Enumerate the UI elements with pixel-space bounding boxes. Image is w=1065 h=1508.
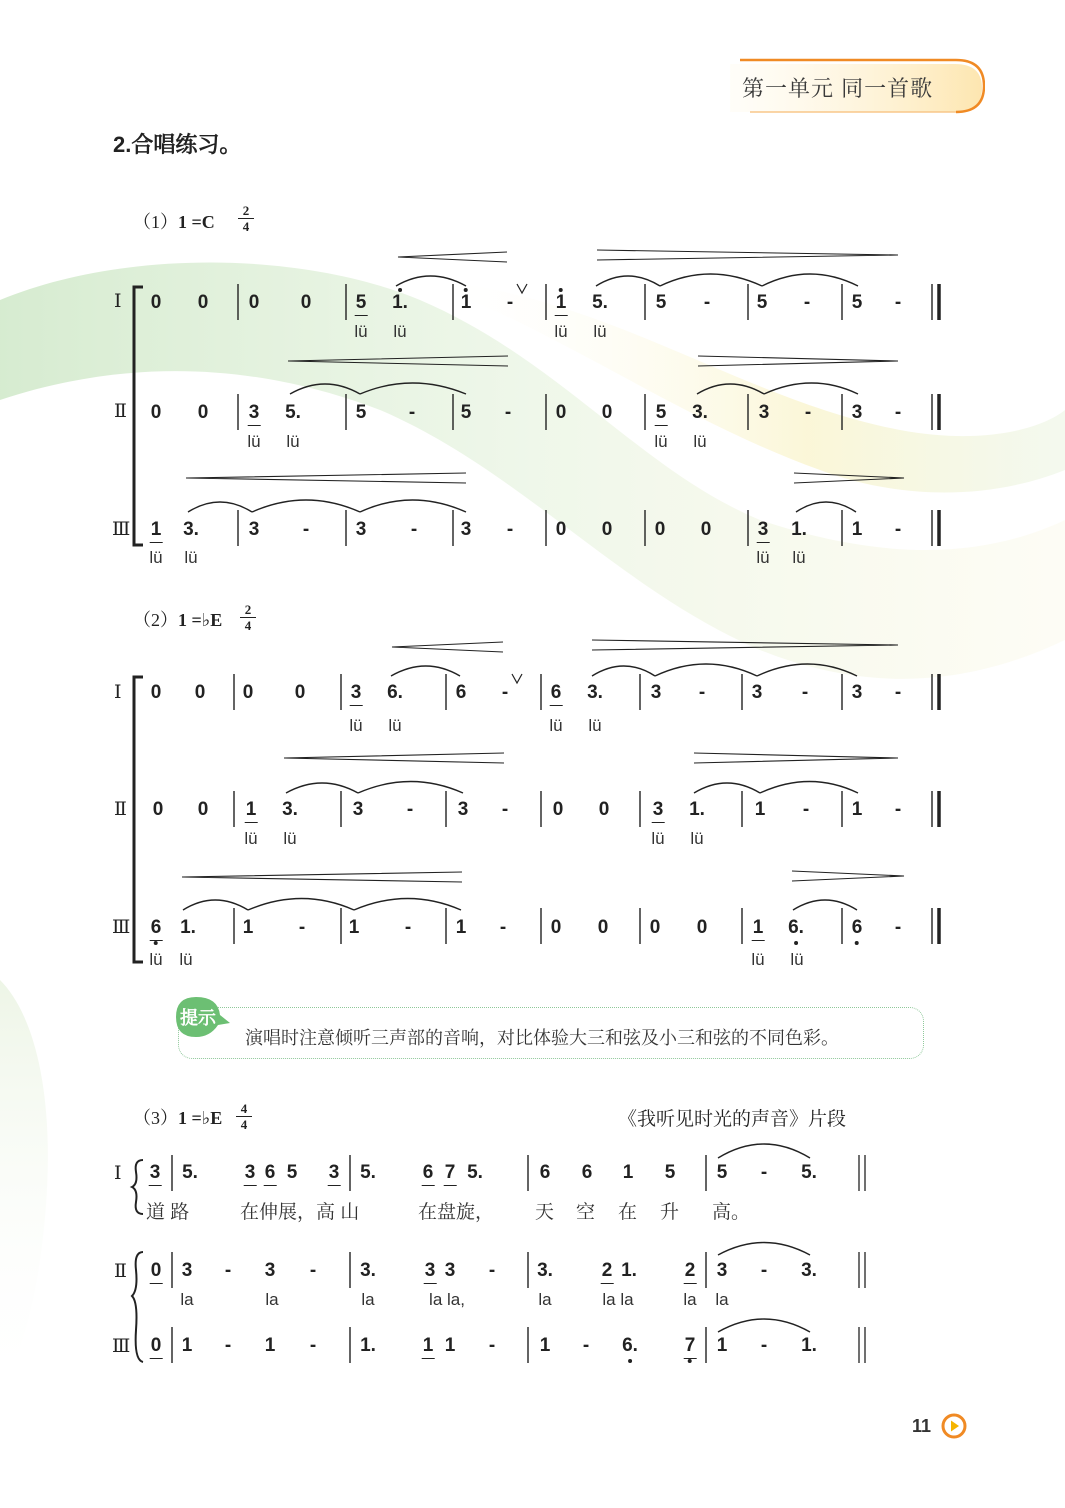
note: 5. xyxy=(592,292,608,313)
note: 0 xyxy=(150,1335,162,1356)
lyric: lü xyxy=(792,548,806,567)
note: 1. xyxy=(392,293,408,313)
note: 0 xyxy=(649,917,661,938)
lyric: lü xyxy=(184,548,198,567)
note: 0 xyxy=(150,1260,162,1281)
note: 1. xyxy=(360,1335,376,1356)
note: 6 xyxy=(550,682,562,703)
note: 3 xyxy=(248,519,260,540)
note: 3 xyxy=(352,799,364,820)
lyric: 天 xyxy=(535,1202,555,1223)
note: 0 xyxy=(294,682,306,703)
play-icon[interactable] xyxy=(941,1413,967,1439)
note: 0 xyxy=(150,682,162,703)
note: 5 xyxy=(655,402,667,423)
lyric: lü xyxy=(349,716,363,735)
note: 3 xyxy=(355,519,367,540)
note: 3 xyxy=(248,402,260,423)
note: - xyxy=(760,1162,768,1183)
exercise-number: （2） xyxy=(133,610,178,630)
note: 0 xyxy=(601,402,613,423)
note: 1 xyxy=(851,519,863,540)
part-label-3: Ⅲ xyxy=(112,917,131,938)
note: 0 xyxy=(696,917,708,938)
note: 1 xyxy=(851,799,863,820)
note: 3. xyxy=(282,799,298,820)
lyric: lü xyxy=(286,432,300,451)
lyric: la xyxy=(683,1290,697,1309)
lyric: lü xyxy=(247,432,261,451)
note: 3 xyxy=(851,682,863,703)
note: - xyxy=(224,1335,232,1356)
lyric: la xyxy=(265,1290,279,1309)
note: 1 xyxy=(444,1335,456,1356)
note: 5 xyxy=(286,1162,298,1183)
note: 3 xyxy=(149,1162,161,1183)
section-title: 2.合唱练习。 xyxy=(113,132,242,157)
lyric: lü xyxy=(179,950,193,969)
note: 1 xyxy=(754,799,766,820)
note: - xyxy=(894,799,902,820)
note: - xyxy=(302,519,310,540)
note: 1 xyxy=(455,917,467,938)
note: - xyxy=(410,519,418,540)
time-signature: 4 4 xyxy=(236,1102,252,1131)
time-signature: 2 4 xyxy=(240,603,256,632)
note: 5. xyxy=(285,402,301,423)
note: 5. xyxy=(360,1162,376,1183)
note: 1 xyxy=(150,519,162,540)
note: 2 xyxy=(684,1260,696,1281)
note: 1 xyxy=(348,917,360,938)
lyric: la xyxy=(361,1290,375,1309)
note: 6. xyxy=(387,682,403,703)
lyric: lü xyxy=(244,829,258,848)
note: 1 xyxy=(556,293,567,313)
note: 1 xyxy=(264,1335,276,1356)
part-label-1: Ⅰ xyxy=(114,682,122,703)
note: 6 xyxy=(455,682,467,703)
lyric: lü xyxy=(388,716,402,735)
lyric: lü xyxy=(654,432,668,451)
note: 0 xyxy=(601,519,613,540)
lyric: 道 路 xyxy=(146,1202,190,1223)
note: - xyxy=(506,519,514,540)
lyric: lü xyxy=(149,548,163,567)
note: - xyxy=(760,1260,768,1281)
note: 3 xyxy=(457,799,469,820)
lyric: lü xyxy=(593,322,607,341)
note: 3 xyxy=(757,519,769,540)
note: 0 xyxy=(197,292,209,313)
lyric: 在伸展，高 山 xyxy=(240,1202,360,1223)
note: 6 xyxy=(264,1162,276,1183)
part-label-1: Ⅰ xyxy=(114,291,122,312)
note: 1 xyxy=(716,1335,728,1356)
note: 3 xyxy=(460,519,472,540)
note: 3. xyxy=(360,1260,376,1281)
note: 5 xyxy=(756,292,768,313)
note: - xyxy=(801,682,809,703)
note: 3 xyxy=(716,1260,728,1281)
note: 5 xyxy=(664,1162,676,1183)
note: - xyxy=(894,917,902,938)
note: 1 xyxy=(461,293,472,313)
part-label-2: Ⅱ xyxy=(114,799,127,820)
note: - xyxy=(894,292,902,313)
note: 3 xyxy=(652,799,664,820)
key-signature: 1 =♭E xyxy=(178,1108,223,1128)
note: - xyxy=(499,917,507,938)
note: 6 xyxy=(422,1162,434,1183)
part-label-2: Ⅱ xyxy=(114,1261,127,1282)
tip-badge xyxy=(174,995,230,1039)
note: - xyxy=(408,402,416,423)
lyric: 升 xyxy=(660,1202,680,1223)
note: 1. xyxy=(621,1260,637,1281)
note: - xyxy=(309,1260,317,1281)
lyric: lü xyxy=(354,322,368,341)
note: - xyxy=(703,292,711,313)
note: 1. xyxy=(791,519,807,540)
note: 0 xyxy=(300,292,312,313)
page-number: 11 xyxy=(912,1416,932,1436)
lyric: la xyxy=(715,1290,729,1309)
lyric: lü xyxy=(393,322,407,341)
note: - xyxy=(894,682,902,703)
note: 6 xyxy=(852,918,863,938)
note: 0 xyxy=(700,519,712,540)
lyric: lü xyxy=(693,432,707,451)
note: - xyxy=(224,1260,232,1281)
note: - xyxy=(488,1335,496,1356)
note: 6. xyxy=(622,1336,638,1356)
note: 0 xyxy=(550,917,562,938)
note: 0 xyxy=(654,519,666,540)
note: - xyxy=(760,1335,768,1356)
note: 3 xyxy=(751,682,763,703)
lyric: lü xyxy=(690,829,704,848)
note: 1 xyxy=(181,1335,193,1356)
lyric: 空 xyxy=(576,1202,596,1223)
key-signature: 1 =♭E xyxy=(178,610,223,630)
note: 3 xyxy=(758,402,770,423)
note: 3 xyxy=(851,402,863,423)
note: 0 xyxy=(598,799,610,820)
exercise-number: （1） xyxy=(133,212,178,232)
note: - xyxy=(698,682,706,703)
exercise-number: （3） xyxy=(133,1108,178,1128)
note: 2 xyxy=(601,1260,613,1281)
note: 3 xyxy=(264,1260,276,1281)
note: - xyxy=(404,917,412,938)
note: 1 xyxy=(242,917,254,938)
lyric: 高。 xyxy=(712,1202,751,1223)
part-label-2: Ⅱ xyxy=(114,401,127,422)
lyric: 在 xyxy=(618,1202,638,1223)
note: 3 xyxy=(424,1260,436,1281)
tip-text: 演唱时注意倾听三声部的音响，对比体验大三和弦及小三和弦的不同色彩。 xyxy=(245,1028,839,1048)
lyric: lü xyxy=(149,950,163,969)
note: 0 xyxy=(597,917,609,938)
note: 1. xyxy=(689,799,705,820)
note: 0 xyxy=(197,402,209,423)
note: 7 xyxy=(685,1336,696,1356)
note: 1 xyxy=(245,799,257,820)
note: 0 xyxy=(552,799,564,820)
note: 0 xyxy=(248,292,260,313)
lyric: la xyxy=(180,1290,194,1309)
note: 1 xyxy=(539,1335,551,1356)
note: - xyxy=(406,799,414,820)
note: - xyxy=(582,1335,590,1356)
lyric: lü xyxy=(790,950,804,969)
note: 0 xyxy=(194,682,206,703)
note: 0 xyxy=(242,682,254,703)
note: - xyxy=(488,1260,496,1281)
note: 1 xyxy=(622,1162,634,1183)
note: 1. xyxy=(180,917,196,938)
lyric: la la xyxy=(602,1290,634,1309)
note: 3 xyxy=(328,1162,340,1183)
lyric: lü xyxy=(588,716,602,735)
note: 3 xyxy=(350,682,362,703)
note: - xyxy=(894,519,902,540)
note: 6 xyxy=(581,1162,593,1183)
note: 0 xyxy=(152,799,164,820)
note: 3 xyxy=(650,682,662,703)
note: 5 xyxy=(460,402,472,423)
note: 0 xyxy=(555,402,567,423)
lyric: lü xyxy=(751,950,765,969)
note: 3 xyxy=(244,1162,256,1183)
note: - xyxy=(804,402,812,423)
note: - xyxy=(501,682,509,703)
part-label-3: Ⅲ xyxy=(112,1336,131,1357)
note: 0 xyxy=(150,292,162,313)
note: 3 xyxy=(181,1260,193,1281)
note: 7 xyxy=(444,1162,456,1183)
note: - xyxy=(298,917,306,938)
note: 3. xyxy=(587,682,603,703)
lyric: 在盘旋， xyxy=(418,1202,495,1223)
note: 5. xyxy=(801,1162,817,1183)
unit-title: 第一单元 同一首歌 xyxy=(742,76,934,101)
tip-badge-label: 提示 xyxy=(180,1008,216,1028)
note: 1 xyxy=(752,917,764,938)
note: 3. xyxy=(692,402,708,423)
note: 6. xyxy=(788,918,804,938)
note: - xyxy=(803,292,811,313)
part-label-3: Ⅲ xyxy=(112,519,131,540)
note: 5 xyxy=(355,402,367,423)
part-label-1: Ⅰ xyxy=(114,1163,122,1184)
note: 3. xyxy=(801,1260,817,1281)
note: 3. xyxy=(537,1260,553,1281)
lyric: la la, xyxy=(429,1290,465,1309)
note: - xyxy=(501,799,509,820)
note: 3. xyxy=(183,519,199,540)
note: 1 xyxy=(422,1335,434,1356)
note: 3 xyxy=(444,1260,456,1281)
key-signature: 1 =C xyxy=(178,212,215,232)
note: 0 xyxy=(197,799,209,820)
lyric: lü xyxy=(283,829,297,848)
lyric: lü xyxy=(554,322,568,341)
note: - xyxy=(506,292,514,313)
note: 5 xyxy=(851,292,863,313)
lyric: la xyxy=(538,1290,552,1309)
time-signature: 2 4 xyxy=(238,204,254,233)
note: - xyxy=(894,402,902,423)
note: 6 xyxy=(539,1162,551,1183)
note: - xyxy=(309,1335,317,1356)
song-source: 《我听见时光的声音》片段 xyxy=(618,1109,847,1130)
note: 5 xyxy=(355,292,367,313)
note: 6 xyxy=(151,918,162,938)
note: 5. xyxy=(467,1162,483,1183)
note: 1. xyxy=(801,1335,817,1356)
note: 5 xyxy=(655,292,667,313)
note: - xyxy=(504,402,512,423)
lyric: lü xyxy=(756,548,770,567)
note: - xyxy=(802,799,810,820)
note: 0 xyxy=(555,519,567,540)
note: 0 xyxy=(150,402,162,423)
note: 5 xyxy=(716,1162,728,1183)
lyric: lü xyxy=(651,829,665,848)
note: 5. xyxy=(182,1162,198,1183)
lyric: lü xyxy=(549,716,563,735)
